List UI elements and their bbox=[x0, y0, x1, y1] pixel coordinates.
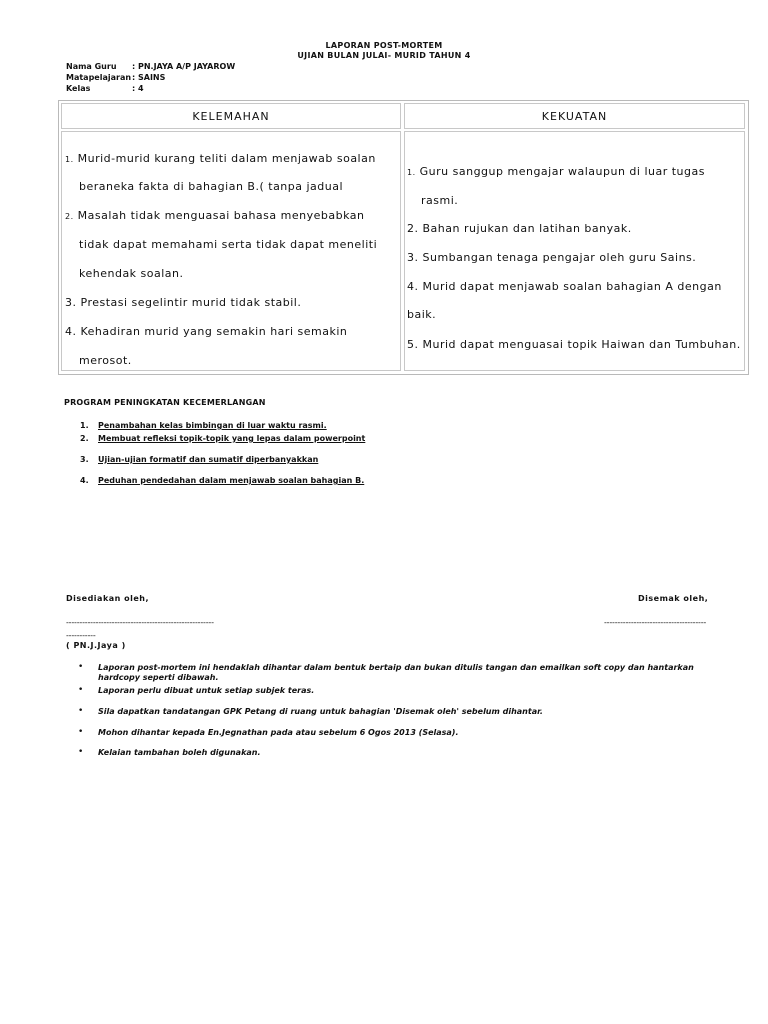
verified-signature-line: -------------------------------------- bbox=[604, 618, 707, 627]
kekuatan-item-3 bbox=[407, 250, 696, 265]
note-4: Mohon dihantar kepada En.Jegnathan pada atau sebelum 6 Ogos 2013 (Selasa). bbox=[98, 728, 459, 737]
item-number: 3. bbox=[407, 251, 419, 264]
prepared-signature-line-2: ----------- bbox=[66, 631, 96, 640]
meta-subject-label: Matapelajaran bbox=[66, 73, 132, 82]
kekuatan-item-1-cont: rasmi. bbox=[421, 194, 459, 207]
item-number: 2. bbox=[80, 434, 89, 443]
program-title: PROGRAM PENINGKATAN KECEMERLANGAN bbox=[64, 398, 266, 407]
item-number: 5. bbox=[407, 338, 419, 351]
note-5: Kelaian tambahan boleh digunakan. bbox=[98, 748, 261, 757]
item-text: Murid dapat menguasai topik Haiwan dan Tumbuhan. bbox=[422, 338, 741, 351]
meta-teacher-label: Nama Guru bbox=[66, 62, 117, 71]
note-3: Sila dapatkan tandatangan GPK Petang di ruang untuk bahagian 'Disemak oleh' sebelum dihantar. bbox=[98, 707, 543, 716]
meta-class-value: : 4 bbox=[132, 84, 144, 93]
meta-class bbox=[66, 84, 144, 93]
report-subtitle: UJIAN BULAN JULAI- MURID TAHUN 4 bbox=[297, 51, 471, 60]
meta-subject-value: : SAINS bbox=[132, 73, 166, 82]
meta-subject bbox=[66, 73, 165, 82]
program-item-3 bbox=[80, 455, 318, 464]
item-number: 2. bbox=[407, 222, 419, 235]
item-text: Membuat refleksi topik-topik yang lepas dalam powerpoint bbox=[98, 434, 366, 443]
bullet-icon: • bbox=[78, 706, 84, 716]
item-number: 3. bbox=[80, 455, 89, 464]
item-number: 4. bbox=[65, 325, 77, 338]
kelemahan-item-2-cont: tidak dapat memahami serta tidak dapat meneliti bbox=[79, 238, 378, 251]
kekuatan-item-4 bbox=[407, 279, 722, 294]
kelemahan-item-2-cont2: kehendak soalan. bbox=[79, 267, 184, 280]
analysis-table bbox=[58, 100, 749, 375]
bullet-icon: • bbox=[78, 727, 84, 737]
item-text: Murid-murid kurang teliti dalam menjawab soalan bbox=[77, 152, 376, 165]
meta-class-label: Kelas bbox=[66, 84, 91, 93]
program-item-4 bbox=[80, 476, 364, 485]
meta-teacher bbox=[66, 62, 235, 71]
item-text: Guru sanggup mengajar walaupun di luar tugas bbox=[419, 165, 705, 178]
item-text: Bahan rujukan dan latihan banyak. bbox=[422, 222, 632, 235]
kelemahan-item-2 bbox=[65, 208, 364, 224]
prepared-name: ( PN.J.Jaya ) bbox=[66, 641, 126, 650]
item-number: 3. bbox=[65, 296, 77, 309]
item-text: Ujian-ujian formatif dan sumatif diperbanyakkan bbox=[98, 455, 319, 464]
kekuatan-item-1 bbox=[407, 164, 705, 180]
bullet-icon: • bbox=[78, 685, 84, 695]
item-number: 2. bbox=[65, 212, 74, 221]
meta-teacher-value: : PN.JAYA A/P JAYAROW bbox=[132, 62, 236, 71]
item-number: 4. bbox=[407, 280, 419, 293]
program-item-1 bbox=[80, 421, 327, 430]
bullet-icon: • bbox=[78, 747, 84, 757]
item-text: Penambahan kelas bimbingan di luar waktu rasmi. bbox=[98, 421, 327, 430]
kelemahan-item-4 bbox=[65, 324, 347, 339]
item-text: Prestasi segelintir murid tidak stabil. bbox=[80, 296, 302, 309]
header-kelemahan: KELEMAHAN bbox=[61, 103, 401, 129]
kekuatan-item-4-cont: baik. bbox=[407, 308, 437, 321]
bullet-icon: • bbox=[78, 662, 84, 672]
header-kekuatan: KEKUATAN bbox=[404, 103, 745, 129]
item-text: Sumbangan tenaga pengajar oleh guru Sains. bbox=[422, 251, 697, 264]
item-text: Masalah tidak menguasai bahasa menyebabkan bbox=[77, 209, 365, 222]
kelemahan-item-4-cont: merosot. bbox=[79, 354, 132, 367]
item-number: 1. bbox=[65, 155, 74, 164]
prepared-by-label: Disediakan oleh, bbox=[66, 594, 150, 603]
item-number: 1. bbox=[80, 421, 89, 430]
item-text: Murid dapat menjawab soalan bahagian A dengan bbox=[422, 280, 722, 293]
kelemahan-item-1 bbox=[65, 151, 376, 167]
kelemahan-item-1-cont: beraneka fakta di bahagian B.( tanpa jadual bbox=[79, 180, 344, 193]
note-1: Laporan post-mortem ini hendaklah dihantar dalam bentuk bertaip dan bukan ditulis tangan dan emailkan soft copy dan hantarkan hardcopy seperti dibawah. bbox=[98, 663, 694, 682]
prepared-signature-line: ------------------------------------------------------- bbox=[66, 618, 214, 627]
item-number: 4. bbox=[80, 476, 89, 485]
kekuatan-item-5 bbox=[407, 337, 741, 352]
report-title: LAPORAN POST-MORTEM bbox=[325, 41, 443, 50]
item-number: 1. bbox=[407, 168, 416, 177]
item-text: Kehadiran murid yang semakin hari semakin bbox=[80, 325, 348, 338]
verified-by-label: Disemak oleh, bbox=[638, 594, 709, 603]
kekuatan-item-2 bbox=[407, 221, 632, 236]
note-2: Laporan perlu dibuat untuk setiap subjek teras. bbox=[98, 686, 315, 695]
kelemahan-item-3 bbox=[65, 295, 301, 310]
program-item-2 bbox=[80, 434, 365, 443]
item-text: Peduhan pendedahan dalam menjawab soalan bahagian B. bbox=[98, 476, 365, 485]
